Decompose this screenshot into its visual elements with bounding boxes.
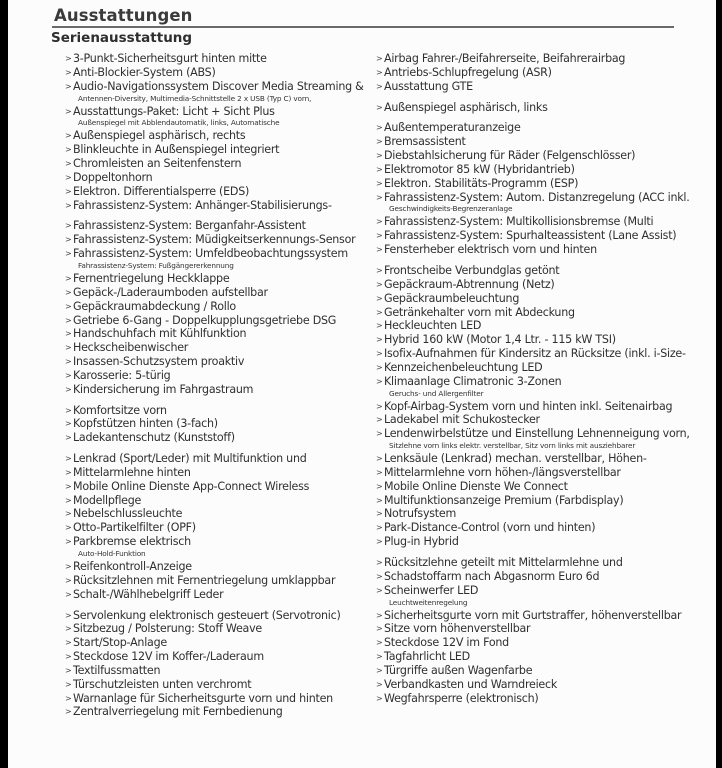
chevron-right-icon: >	[65, 159, 72, 169]
chevron-right-icon: >	[65, 145, 72, 155]
chevron-right-icon: >	[376, 537, 383, 547]
list-item-label: Gepäckraumbeleuchtung	[384, 291, 520, 305]
list-item	[65, 431, 375, 445]
chevron-right-icon: >	[65, 575, 72, 585]
list-item-label: Schadstoffarm nach Abgasnorm Euro 6d	[384, 569, 600, 583]
list-item	[65, 622, 375, 636]
list-item	[376, 361, 712, 375]
list-item-label: Kindersicherung im Fahrgastraum	[73, 382, 254, 396]
list-item	[65, 129, 375, 143]
list-item	[376, 177, 712, 191]
list-item-label: Ausstattung GTE	[384, 79, 473, 93]
list-item-label: Reifenkontroll-Anzeige	[73, 560, 192, 573]
chevron-right-icon: >	[65, 679, 72, 689]
list-item-label: Elektron. Stabilitäts-Programm (ESP)	[384, 176, 579, 190]
list-item	[65, 143, 375, 157]
list-item	[376, 66, 712, 80]
list-item	[65, 157, 375, 171]
chevron-right-icon: >	[376, 454, 383, 464]
list-item-label: Elektron. Differentialsperre (EDS)	[73, 184, 250, 198]
chevron-right-icon: >	[65, 707, 72, 717]
chevron-right-icon: >	[376, 137, 383, 147]
list-item	[65, 300, 375, 314]
list-item-label: Fahrassistenz-System: Multikollisionsbremse (Multi	[384, 215, 654, 229]
list-item	[376, 347, 712, 361]
chevron-right-icon: >	[376, 54, 383, 63]
list-item-label: Diebstahlsicherung für Räder (Felgenschlösser)	[384, 149, 636, 163]
list-item	[376, 229, 712, 243]
list-item-label: Getriebe 6-Gang - Doppelkupplungsgetriebe DSG	[73, 313, 337, 327]
chevron-right-icon: >	[376, 178, 383, 188]
chevron-right-icon: >	[65, 200, 72, 210]
list-item-label: Handschuhfach mit Kühlfunktion	[73, 327, 247, 341]
chevron-right-icon: >	[65, 106, 72, 116]
list-item-label: Antriebs-Schlupfregelung (ASR)	[384, 65, 552, 79]
chevron-right-icon: >	[65, 370, 72, 380]
list-item	[376, 466, 712, 480]
list-item-label: Start/Stop-Anlage	[73, 636, 167, 650]
chevron-right-icon: >	[65, 454, 72, 464]
chevron-right-icon: >	[65, 54, 72, 63]
list-item	[65, 650, 375, 664]
list-spacer	[376, 257, 712, 264]
list-item-label: Heckscheibenwischer	[73, 341, 189, 355]
list-item-label: Scheinwerfer LED	[384, 583, 479, 597]
list-item-label: Notrufsystem	[384, 507, 457, 521]
list-item	[65, 609, 375, 623]
list-item	[376, 292, 712, 306]
list-item-label: Rücksitzlehne geteilt mit Mittelarmlehne und	[384, 556, 623, 569]
list-item	[376, 570, 712, 584]
chevron-right-icon: >	[376, 558, 383, 567]
list-item-label: Fahrassistenz-System: Autom. Distanzregelung (ACC inkl.	[384, 190, 690, 204]
chevron-right-icon: >	[376, 164, 383, 174]
list-item	[376, 427, 712, 441]
list-item-label: Ladekabel mit Schukostecker	[384, 413, 540, 427]
chevron-right-icon: >	[65, 384, 72, 394]
list-item-label: Außenspiegel asphärisch, rechts	[73, 129, 246, 143]
list-item-detail: Außenspiegel mit Abblendautomatik, links, Automatische	[78, 118, 280, 128]
list-item-label: Bremsassistent	[384, 135, 466, 149]
list-item-label: Fernentriegelung Heckklappe	[73, 271, 230, 285]
list-item	[65, 417, 375, 431]
chevron-right-icon: >	[65, 221, 72, 231]
list-item-detail: Antennen-Diversity, Multimedia-Schnittstelle 2 x USB (Typ C) vorn,	[78, 93, 312, 103]
list-item-label: Gepäckraum-Abtrennung (Netz)	[384, 277, 555, 291]
list-item	[376, 121, 712, 135]
list-item	[65, 480, 375, 494]
chevron-right-icon: >	[376, 349, 383, 359]
list-item-detail: Auto-Hold-Funktion	[78, 549, 146, 558]
list-item	[65, 52, 375, 66]
list-item	[376, 556, 712, 570]
list-item	[65, 678, 375, 692]
list-item-label: Sitze vorn höhenverstellbar	[384, 622, 531, 636]
list-item	[65, 272, 375, 286]
list-item	[65, 636, 375, 650]
list-item	[376, 149, 712, 163]
list-item	[65, 286, 375, 300]
list-item	[65, 404, 375, 418]
list-item-label: Fensterheber elektrisch vorn und hinten	[384, 243, 597, 257]
list-item	[376, 521, 712, 535]
list-item	[376, 584, 712, 598]
chevron-right-icon: >	[65, 405, 72, 415]
chevron-right-icon: >	[376, 638, 383, 648]
list-item-label: Mobile Online Dienste App-Connect Wireless	[73, 479, 310, 493]
chevron-right-icon: >	[376, 481, 383, 491]
list-item-label: Sitzbezug / Polsterung: Stoff Weave	[73, 622, 262, 636]
list-item	[65, 535, 375, 549]
chevron-right-icon: >	[65, 287, 72, 297]
list-item	[376, 52, 712, 66]
chevron-right-icon: >	[65, 624, 72, 634]
chevron-right-icon: >	[376, 624, 383, 634]
chevron-right-icon: >	[65, 249, 72, 259]
list-item-label: Lendenwirbelstütze und Einstellung Lehnenneigung vorn,	[384, 427, 690, 441]
chevron-right-icon: >	[376, 401, 383, 411]
chevron-right-icon: >	[65, 665, 72, 675]
list-item	[376, 452, 712, 466]
list-item	[376, 375, 712, 389]
chevron-right-icon: >	[65, 235, 72, 245]
chevron-right-icon: >	[65, 537, 72, 547]
list-item	[376, 664, 712, 678]
chevron-right-icon: >	[376, 429, 383, 439]
list-item-label: Schalt-/Wählhebelgriff Leder	[73, 587, 224, 601]
list-item	[65, 355, 375, 369]
list-item-label: Mittelarmlehne vorn höhen-/längsverstellbar	[384, 465, 621, 479]
list-spacer	[65, 602, 375, 609]
chevron-right-icon: >	[65, 589, 72, 599]
list-item-label: Plug-in Hybrid	[384, 535, 459, 549]
title-divider	[52, 26, 674, 28]
list-item	[65, 327, 375, 341]
list-item-detail: Geruchs- und Allergenfilter	[389, 388, 484, 398]
chevron-right-icon: >	[376, 652, 383, 662]
list-item	[65, 494, 375, 508]
list-item	[65, 574, 375, 588]
list-item-label: Sicherheitsgurte vorn mit Gurtstraffer, höhenverstellbar	[384, 608, 682, 622]
list-item	[65, 233, 375, 247]
list-item-label: Fahrassistenz-System: Berganfahr-Assistent	[73, 219, 306, 233]
list-item-label: Insassen-Schutzsystem proaktiv	[73, 355, 245, 369]
list-item	[65, 80, 375, 94]
list-item	[376, 135, 712, 149]
chevron-right-icon: >	[376, 192, 383, 202]
chevron-right-icon: >	[376, 265, 383, 275]
list-item-label: Warnanlage für Sicherheitsgurte vorn und hinten	[73, 691, 333, 705]
chevron-right-icon: >	[65, 481, 72, 491]
list-item	[65, 66, 375, 80]
list-item-label: Kopf-Airbag-System vorn und hinten inkl. Seitenairbag	[384, 399, 673, 413]
chevron-right-icon: >	[376, 571, 383, 581]
list-item-label: Zentralverriegelung mit Fernbedienung	[73, 705, 283, 719]
list-item-label: Verbandkasten und Warndreieck	[384, 677, 558, 691]
list-item	[65, 171, 375, 185]
chevron-right-icon: >	[65, 329, 72, 339]
list-item-label: Gepäck-/Laderaumboden aufstellbar	[73, 285, 268, 299]
list-item	[376, 101, 712, 115]
chevron-right-icon: >	[376, 307, 383, 317]
chevron-right-icon: >	[376, 610, 383, 620]
chevron-right-icon: >	[65, 81, 72, 91]
list-item-label: Nebelschlussleuchte	[73, 507, 183, 521]
list-item-label: Parkbremse elektrisch	[73, 535, 191, 549]
list-item-label: Doppeltonhorn	[73, 170, 153, 184]
chevron-right-icon: >	[376, 245, 383, 255]
list-item-label: Fahrassistenz-System: Müdigkeitserkennungs-Sensor	[73, 233, 356, 247]
list-spacer	[65, 445, 375, 452]
list-item	[376, 319, 712, 333]
list-item	[376, 480, 712, 494]
list-item-label: Park-Distance-Control (vorn und hinten)	[384, 521, 596, 535]
list-item-label: Fahrassistenz-System: Umfeldbeobachtungssystem	[73, 247, 348, 261]
chevron-right-icon: >	[65, 495, 72, 505]
chevron-right-icon: >	[65, 301, 72, 311]
list-item	[376, 650, 712, 664]
list-item	[376, 278, 712, 292]
chevron-right-icon: >	[376, 376, 383, 386]
list-item	[65, 219, 375, 233]
chevron-right-icon: >	[65, 67, 72, 77]
list-item-label: Lenkrad (Sport/Leder) mit Multifunktion und	[73, 452, 307, 466]
list-item	[376, 191, 712, 205]
chevron-right-icon: >	[65, 562, 72, 571]
list-item	[376, 264, 712, 278]
chevron-right-icon: >	[65, 315, 72, 325]
document-page	[8, 0, 716, 768]
chevron-right-icon: >	[65, 419, 72, 429]
chevron-right-icon: >	[65, 172, 72, 182]
list-item	[65, 199, 375, 213]
list-item-label: Komfortsitze vorn	[73, 403, 167, 417]
chevron-right-icon: >	[376, 102, 383, 112]
list-item	[376, 622, 712, 636]
chevron-right-icon: >	[376, 509, 383, 519]
list-item-label: Außentemperaturanzeige	[384, 121, 521, 135]
list-item	[65, 692, 375, 706]
list-item	[65, 247, 375, 261]
chevron-right-icon: >	[376, 335, 383, 345]
chevron-right-icon: >	[65, 693, 72, 703]
chevron-right-icon: >	[65, 273, 72, 283]
chevron-right-icon: >	[376, 123, 383, 133]
list-item	[376, 215, 712, 229]
list-item	[376, 609, 712, 623]
chevron-right-icon: >	[376, 217, 383, 227]
list-item	[65, 466, 375, 480]
list-item	[65, 521, 375, 535]
list-item	[65, 383, 375, 397]
equipment-list-right	[376, 52, 712, 705]
chevron-right-icon: >	[376, 362, 383, 372]
list-item-label: Türgriffe außen Wagenfarbe	[384, 663, 533, 677]
chevron-right-icon: >	[376, 679, 383, 689]
list-item-label: Steckdose 12V im Fond	[384, 636, 509, 650]
list-item	[376, 494, 712, 508]
list-item-detail: Leuchtweitenregelung	[389, 597, 468, 607]
list-item-label: Kopfstützen hinten (3-fach)	[73, 417, 218, 431]
list-item-label: Wegfahrsperre (elektronisch)	[384, 691, 539, 705]
chevron-right-icon: >	[376, 279, 383, 289]
page-title: Ausstattungen	[54, 6, 193, 25]
list-item-label: Mobile Online Dienste We Connect	[384, 479, 568, 493]
list-item-label: Fahrassistenz-System: Anhänger-Stabilisierungs-	[73, 198, 332, 212]
list-item-label: Heckleuchten LED	[384, 319, 482, 333]
list-item-label: Ladekantenschutz (Kunststoff)	[73, 431, 235, 445]
list-item-detail: Geschwindigkeits-Begrenzeranlage	[389, 204, 513, 214]
list-item	[65, 588, 375, 602]
chevron-right-icon: >	[65, 467, 72, 477]
list-spacer	[376, 94, 712, 101]
chevron-right-icon: >	[376, 693, 383, 703]
list-item-label: 3-Punkt-Sicherheitsgurt hinten mitte	[73, 52, 267, 65]
list-item	[376, 243, 712, 257]
list-item-label: Multifunktionsanzeige Premium (Farbdisplay)	[384, 493, 624, 507]
list-item-label: Textilfussmatten	[73, 663, 161, 677]
list-item	[376, 400, 712, 414]
list-item-label: Anti-Blockier-System (ABS)	[73, 65, 216, 79]
list-item	[376, 507, 712, 521]
list-item-label: Steckdose 12V im Koffer-/Laderaum	[73, 650, 264, 664]
list-item-label: Außenspiegel asphärisch, links	[384, 100, 548, 114]
list-item	[376, 306, 712, 320]
chevron-right-icon: >	[376, 467, 383, 477]
chevron-right-icon: >	[376, 665, 383, 675]
chevron-right-icon: >	[65, 357, 72, 367]
chevron-right-icon: >	[65, 652, 72, 662]
list-item-label: Karosserie: 5-türig	[73, 368, 171, 382]
list-item-label: Otto-Partikelfilter (OPF)	[73, 521, 196, 535]
chevron-right-icon: >	[65, 433, 72, 443]
list-item-label: Audio-Navigationssystem Discover Media Streaming &	[73, 79, 364, 93]
chevron-right-icon: >	[65, 343, 72, 353]
list-spacer	[65, 397, 375, 404]
list-item	[376, 692, 712, 706]
list-item	[376, 636, 712, 650]
list-item-label: Airbag Fahrer-/Beifahrerseite, Beifahrerairbag	[384, 52, 626, 65]
list-item	[65, 507, 375, 521]
list-item	[376, 413, 712, 427]
list-item-label: Mittelarmlehne hinten	[73, 465, 191, 479]
chevron-right-icon: >	[376, 67, 383, 77]
list-item	[376, 80, 712, 94]
list-item-detail: Fahrassistenz-System: Fußgängererkennung	[78, 260, 234, 270]
chevron-right-icon: >	[376, 495, 383, 505]
list-item	[376, 535, 712, 549]
section-title: Serienausstattung	[51, 30, 193, 46]
chevron-right-icon: >	[376, 585, 383, 595]
list-item-label: Chromleisten an Seitenfenstern	[73, 157, 242, 171]
list-item	[65, 369, 375, 383]
list-item	[65, 314, 375, 328]
list-item	[65, 185, 375, 199]
list-item	[65, 341, 375, 355]
list-item	[65, 105, 375, 119]
list-item-label: Gepäckraumabdeckung / Rollo	[73, 299, 236, 313]
chevron-right-icon: >	[376, 231, 383, 241]
list-item	[65, 560, 375, 574]
chevron-right-icon: >	[376, 293, 383, 303]
chevron-right-icon: >	[65, 638, 72, 648]
list-item-label: Kennzeichenbeleuchtung LED	[384, 360, 543, 374]
chevron-right-icon: >	[65, 610, 72, 620]
list-item-label: Servolenkung elektronisch gesteuert (Servotronic)	[73, 608, 341, 622]
list-item-label: Blinkleuchte in Außenspiegel integriert	[73, 143, 280, 157]
list-item-label: Tagfahrlicht LED	[384, 650, 470, 664]
list-item-label: Klimaanlage Climatronic 3-Zonen	[384, 374, 562, 388]
list-item-label: Ausstattungs-Paket: Licht + Sicht Plus	[73, 104, 275, 118]
chevron-right-icon: >	[65, 186, 72, 196]
list-item-label: Hybrid 160 kW (Motor 1,4 Ltr. - 115 kW TSI)	[384, 333, 616, 347]
list-item-label: Türschutzleisten unten verchromt	[73, 677, 252, 691]
list-item-detail: Sitzlehne vorn links elektr. verstellbar, Sitz vorn links mit ausziehbarer	[389, 441, 636, 451]
list-item-label: Frontscheibe Verbundglas getönt	[384, 263, 560, 277]
list-item	[376, 163, 712, 177]
list-item	[376, 678, 712, 692]
list-item	[65, 705, 375, 719]
list-item	[65, 664, 375, 678]
list-item	[65, 452, 375, 466]
chevron-right-icon: >	[65, 131, 72, 141]
list-item-label: Lenksäule (Lenkrad) mechan. verstellbar, Höhen-	[384, 452, 647, 466]
chevron-right-icon: >	[376, 321, 383, 331]
chevron-right-icon: >	[376, 151, 383, 161]
list-item-label: Isofix-Aufnahmen für Kindersitz an Rücksitze (inkl. i-Size-	[384, 347, 686, 361]
chevron-right-icon: >	[65, 509, 72, 519]
list-item-label: Fahrassistenz-System: Spurhalteassistent (Lane Assist)	[384, 229, 677, 243]
chevron-right-icon: >	[376, 523, 383, 533]
equipment-list-left	[65, 52, 375, 719]
chevron-right-icon: >	[65, 523, 72, 533]
list-item-label: Getränkehalter vorn mit Abdeckung	[384, 305, 575, 319]
list-spacer	[376, 114, 712, 121]
list-spacer	[376, 549, 712, 556]
list-item	[376, 333, 712, 347]
list-spacer	[65, 212, 375, 219]
list-item-label: Rücksitzlehnen mit Fernentriegelung umklappbar	[73, 573, 336, 587]
chevron-right-icon: >	[376, 81, 383, 91]
chevron-right-icon: >	[376, 415, 383, 425]
list-item-label: Elektromotor 85 kW (Hybridantrieb)	[384, 162, 575, 176]
list-item-label: Modellpflege	[73, 493, 142, 507]
